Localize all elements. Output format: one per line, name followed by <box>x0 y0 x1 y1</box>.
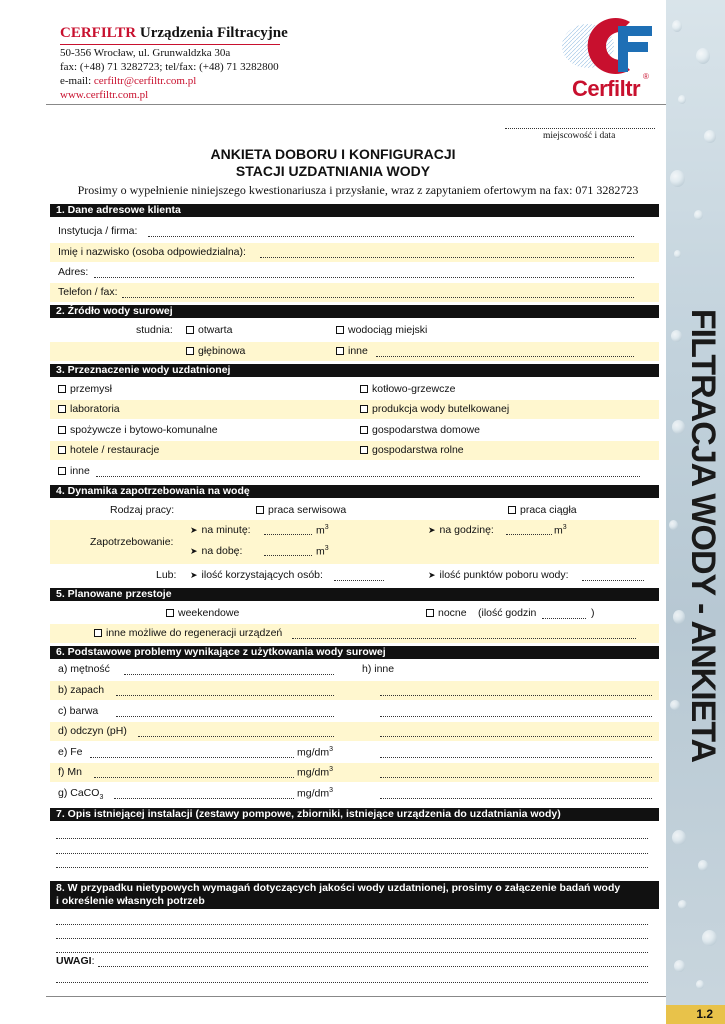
other-problems-input[interactable] <box>380 736 652 737</box>
arrow-icon: ➤ <box>428 570 436 580</box>
page-number: 1.2 <box>666 1005 725 1024</box>
form-row <box>50 421 659 440</box>
arrow-icon: ➤ <box>428 525 436 535</box>
remarks-label: UWAGI: <box>56 955 95 967</box>
tap-points <box>428 569 569 581</box>
name-input[interactable] <box>260 257 634 258</box>
section-8-title-line2: i określenie własnych potrzeb <box>56 895 205 907</box>
option-label: laboratoria <box>70 403 120 415</box>
checkbox[interactable] <box>508 506 516 514</box>
field-label: Lub: <box>156 569 177 581</box>
other-problems-input[interactable] <box>380 716 652 717</box>
form-row <box>50 243 659 262</box>
demand-per-hour <box>428 524 494 536</box>
header-divider <box>46 104 666 105</box>
checkbox[interactable] <box>166 609 174 617</box>
checkbox-option[interactable] <box>360 444 464 456</box>
unit-label: $mg/dm^3$ <box>297 787 333 800</box>
option-label: przemysł <box>70 383 113 395</box>
option-label: hotele / restauracje <box>70 444 160 456</box>
color-input[interactable] <box>116 716 334 717</box>
email-label: e-mail: <box>60 75 94 87</box>
label: na minutę: <box>201 524 251 536</box>
checkbox-option[interactable] <box>58 465 90 477</box>
option-label: wodociąg miejski <box>348 324 428 336</box>
phone-input[interactable] <box>122 297 634 298</box>
form-row <box>50 380 659 399</box>
source-other-input[interactable] <box>376 356 634 357</box>
label: ilość punktów poboru wody: <box>439 569 569 581</box>
checkbox-option[interactable] <box>360 403 509 415</box>
odor-input[interactable] <box>116 695 334 696</box>
checkbox-option[interactable] <box>94 627 282 639</box>
field-label: studnia: <box>136 324 173 336</box>
option-label: inne możliwe do regeneracji urządzeń <box>106 627 283 639</box>
registered-mark: ® <box>643 72 649 81</box>
hours-label: (ilość godzin <box>478 607 537 619</box>
turbidity-input[interactable] <box>124 674 334 675</box>
regeneration-input[interactable] <box>292 638 636 639</box>
per-day-input[interactable] <box>264 555 312 556</box>
checkbox[interactable] <box>360 405 368 413</box>
section-1-header: 1. Dane adresowe klienta <box>50 204 659 217</box>
checkbox-option[interactable] <box>58 383 112 395</box>
checkbox[interactable] <box>58 405 66 413</box>
per-hour-input[interactable] <box>506 534 552 535</box>
label: na godzinę: <box>439 524 494 536</box>
per-minute-input[interactable] <box>264 534 312 535</box>
other-problems-input[interactable] <box>380 757 652 758</box>
form-row <box>50 441 659 460</box>
option-label: praca ciągła <box>520 504 577 516</box>
checkbox-option[interactable] <box>336 324 427 336</box>
remarks-input[interactable] <box>98 966 648 967</box>
form-row <box>50 321 659 340</box>
field-label: Instytucja / firma: <box>58 225 138 237</box>
form-row <box>50 660 659 679</box>
form-title-line1: ANKIETA DOBORU I KONFIGURACJI <box>210 146 456 162</box>
label: ilość korzystających osób: <box>201 569 323 581</box>
checkbox[interactable] <box>58 426 66 434</box>
requirements-line[interactable] <box>56 952 648 953</box>
hours-input[interactable] <box>542 618 586 619</box>
checkbox-option[interactable] <box>508 504 577 516</box>
checkbox-option[interactable] <box>256 504 346 516</box>
intro-text: Prosimy o wypełnienie niniejszego kwestionariusza i przysłanie, wraz z zapytaniem ofertowym na fax: 071 3282723 <box>77 183 639 197</box>
checkbox-option[interactable] <box>58 444 159 456</box>
unit-label: $mg/dm^3$ <box>297 746 333 759</box>
section-8-title-line1: 8. W przypadku nietypowych wymagań dotyczących jakości wody uzdatnionej, prosimy o załączenie badań wody <box>56 882 621 894</box>
section-4-header: 4. Dynamika zapotrzebowania na wodę <box>50 485 659 498</box>
checkbox[interactable] <box>336 326 344 334</box>
arrow-icon: ➤ <box>190 525 198 535</box>
checkbox[interactable] <box>58 467 66 475</box>
checkbox-option[interactable] <box>58 403 120 415</box>
logo-wordmark: Cerfiltr <box>572 76 641 101</box>
form-row <box>50 520 659 564</box>
option-label: praca serwisowa <box>268 504 347 516</box>
section-3-header: 3. Przeznaczenie wody uzdatnionej <box>50 364 659 377</box>
form-row <box>50 681 659 700</box>
label: na dobę: <box>201 545 243 557</box>
checkbox[interactable] <box>94 629 102 637</box>
form-row <box>50 702 659 721</box>
people-count <box>190 569 323 581</box>
footer-divider <box>46 996 666 997</box>
form-row <box>50 222 659 241</box>
option-label: weekendowe <box>178 607 240 619</box>
form-title-line2: STACJI UZDATNIANIA WODY <box>235 163 431 179</box>
company-name: Urządzenia Filtracyjne <box>139 25 288 41</box>
title-underline <box>60 44 280 45</box>
field-label: g) CaCO$_3$ <box>58 787 104 802</box>
checkbox[interactable] <box>360 426 368 434</box>
email-link[interactable]: cerfiltr@cerfiltr.com.pl <box>93 75 197 87</box>
checkbox[interactable] <box>186 326 194 334</box>
option-label: nocne <box>438 607 467 619</box>
field-label: h) inne <box>362 663 395 675</box>
field-label: b) zapach <box>58 684 105 696</box>
website-link[interactable]: www.cerfiltr.com.pl <box>60 89 149 101</box>
purpose-other-input[interactable] <box>96 476 640 477</box>
checkbox-option[interactable] <box>360 383 455 395</box>
place-date-label: miejscowość i data <box>543 131 616 141</box>
people-count-input[interactable] <box>334 580 384 581</box>
form-row <box>50 743 659 762</box>
requirements-line[interactable] <box>56 938 648 939</box>
company-input[interactable] <box>148 236 634 237</box>
demand-per-day <box>190 545 242 557</box>
form-row <box>50 342 659 361</box>
form-row <box>50 501 659 520</box>
form-row <box>50 283 659 302</box>
installation-line[interactable] <box>56 838 648 839</box>
option-label: gospodarstwa domowe <box>372 424 480 436</box>
checkbox[interactable] <box>256 506 264 514</box>
manganese-input[interactable] <box>94 777 294 778</box>
brand-name: CERFILTR <box>60 25 137 41</box>
field-label: Rodzaj pracy: <box>110 504 175 516</box>
field-label: c) barwa <box>58 705 99 717</box>
option-label: inne <box>70 465 90 477</box>
form-row <box>50 763 659 782</box>
paren-close: ) <box>591 607 595 619</box>
option-label: gospodarstwa rolne <box>372 444 464 456</box>
checkbox-option[interactable] <box>58 424 218 436</box>
installation-line[interactable] <box>56 853 648 854</box>
option-label: otwarta <box>198 324 233 336</box>
company-email-line <box>60 74 196 88</box>
address-input[interactable] <box>94 277 634 278</box>
demand-per-minute <box>190 524 251 536</box>
field-label: f) Mn <box>58 766 82 778</box>
tap-points-input[interactable] <box>582 580 644 581</box>
arrow-icon: ➤ <box>190 546 198 556</box>
checkbox[interactable] <box>360 385 368 393</box>
company-title <box>60 25 288 42</box>
company-address: 50-356 Wrocław, ul. Grunwaldzka 30a <box>60 47 231 59</box>
section-6-header: 6. Podstawowe problemy wynikające z użytkowania wody surowej <box>50 646 659 659</box>
unit-label: $m^3$ <box>316 524 329 537</box>
option-label: inne <box>348 345 368 357</box>
checkbox-option[interactable] <box>426 607 467 619</box>
other-problems-input[interactable] <box>380 777 652 778</box>
field-label: e) Fe <box>58 746 83 758</box>
section-7-header: 7. Opis istniejącej instalacji (zestawy pompowe, zbiorniki, istniejące urządzenia do uzdatniania wody) <box>50 808 659 821</box>
checkbox[interactable] <box>360 446 368 454</box>
option-label: głębinowa <box>198 345 246 357</box>
unit-label: $mg/dm^3$ <box>297 766 333 779</box>
unit-label: $m^3$ <box>554 524 567 537</box>
form-row <box>50 624 659 643</box>
checkbox-option[interactable] <box>186 345 245 357</box>
remarks-line[interactable] <box>56 982 648 983</box>
iron-input[interactable] <box>90 757 294 758</box>
side-title: FILTRACJA WODY - ANKIETA <box>684 308 723 762</box>
installation-line[interactable] <box>56 867 648 868</box>
section-8-header <box>50 881 659 909</box>
form-row <box>50 462 659 481</box>
checkbox[interactable] <box>336 347 344 355</box>
option-label: produkcja wody butelkowanej <box>372 403 510 415</box>
form-row <box>50 604 659 623</box>
form-row <box>50 400 659 419</box>
option-label: kotłowo-grzewcze <box>372 383 456 395</box>
checkbox[interactable] <box>58 446 66 454</box>
checkbox[interactable] <box>58 385 66 393</box>
field-label: Telefon / fax: <box>58 286 118 298</box>
field-label: d) odczyn (pH) <box>58 725 127 737</box>
arrow-icon: ➤ <box>190 570 198 580</box>
option-label: spożywcze i bytowo-komunalne <box>70 424 218 436</box>
checkbox-option[interactable] <box>336 345 368 357</box>
company-phone: fax: (+48) 71 3282723; tel/fax: (+48) 71 3282800 <box>60 61 279 73</box>
field-label: Zapotrzebowanie: <box>90 536 174 548</box>
section-5-header: 5. Planowane przestoje <box>50 588 659 601</box>
section-2-header: 2. Źródło wody surowej <box>50 305 659 318</box>
checkbox-option[interactable] <box>166 607 239 619</box>
field-label: Adres: <box>58 266 89 278</box>
checkbox-option[interactable] <box>360 424 480 436</box>
field-label: a) mętność <box>58 663 110 675</box>
form-row <box>50 263 659 282</box>
form-row <box>50 566 659 585</box>
form-row <box>50 784 659 803</box>
requirements-line[interactable] <box>56 924 648 925</box>
checkbox-option[interactable] <box>186 324 232 336</box>
checkbox[interactable] <box>426 609 434 617</box>
checkbox[interactable] <box>186 347 194 355</box>
other-problems-input[interactable] <box>380 798 652 799</box>
calcium-input[interactable] <box>114 798 294 799</box>
other-problems-input[interactable] <box>380 695 652 696</box>
field-label: Imię i nazwisko (osoba odpowiedzialna): <box>58 246 246 258</box>
place-date-field[interactable] <box>505 128 655 129</box>
ph-input[interactable] <box>138 736 334 737</box>
form-row <box>50 722 659 741</box>
unit-label: $m^3$ <box>316 545 329 558</box>
